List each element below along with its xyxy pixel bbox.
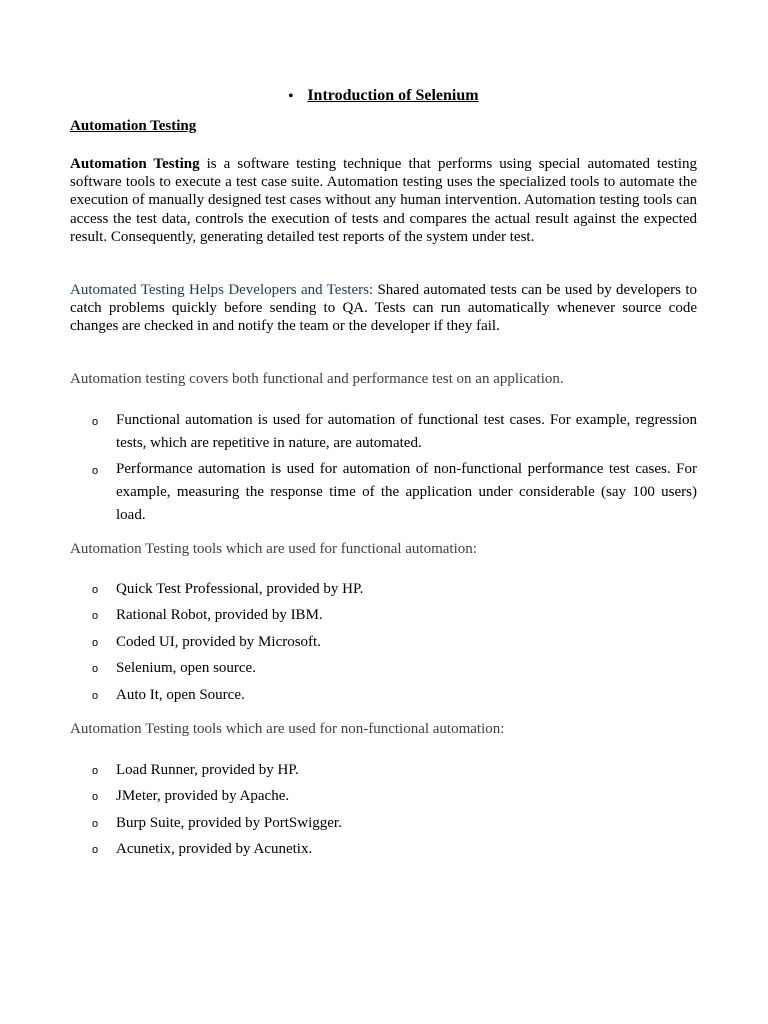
circle-bullet-icon: o bbox=[92, 636, 99, 649]
list-item: o Functional automation is used for automation of functional test cases. For example, regression tests, which are repetitive in nature, are automated. bbox=[92, 412, 697, 451]
functional-tools-heading: Automation Testing tools which are used for functional automation: bbox=[70, 541, 477, 557]
list-item: o Acunetix, provided by Acunetix. bbox=[92, 841, 313, 858]
nonfunctional-tools-list bbox=[92, 761, 697, 867]
helps-text: Shared automated tests can be used by developers to catch problems quickly before sending to QA. Tests can run automatically whenever source code changes are checked in and notify the team or the developer if they fail. bbox=[70, 282, 697, 335]
functional-tools-list bbox=[92, 580, 697, 712]
title-text: Introduction of Selenium bbox=[307, 87, 479, 104]
circle-bullet-icon: o bbox=[92, 610, 99, 623]
list-item: o Quick Test Professional, provided by HP. bbox=[92, 581, 364, 597]
intro-bold-lead: Automation Testing bbox=[70, 156, 200, 172]
bullet-icon: • bbox=[288, 89, 294, 104]
nonfunctional-tools-heading: Automation Testing tools which are used for non-functional automation: bbox=[70, 721, 505, 737]
circle-bullet-icon: o bbox=[92, 689, 99, 702]
list-item: o Coded UI, provided by Microsoft. bbox=[92, 633, 321, 650]
intro-paragraph bbox=[70, 155, 697, 246]
list-item: o Auto It, open Source. bbox=[92, 686, 245, 703]
circle-bullet-icon: o bbox=[92, 844, 99, 857]
circle-bullet-icon: o bbox=[92, 765, 99, 777]
list-item: o Burp Suite, provided by PortSwigger. bbox=[92, 814, 342, 831]
list-item: o JMeter, provided by Apache. bbox=[92, 788, 290, 805]
covers-text: Automation testing covers both functional and performance test on an application. bbox=[70, 371, 564, 387]
list-item: o Selenium, open source. bbox=[92, 660, 256, 677]
section-heading: Automation Testing bbox=[70, 118, 197, 134]
intro-text: is a software testing technique that performs using special automated testing software tools to execute a test case suite. Automation testing uses the specialized tools to automate the execution of manually designed test cases without any human intervention. Automation testing tools can access the test data, controls the execution of tests and compares the actual result against the expected result. Consequently, generating detailed test reports of the system under test. bbox=[70, 156, 697, 245]
circle-bullet-icon: o bbox=[92, 584, 99, 596]
circle-bullet-icon: o bbox=[92, 465, 99, 477]
circle-bullet-icon: o bbox=[92, 817, 99, 830]
test-types-list bbox=[92, 409, 697, 530]
circle-bullet-icon: o bbox=[92, 791, 99, 804]
list-item: o Performance automation is used for automation of non-functional performance test cases. For example, measuring the response time of the application under considerable (say 100 users) load. bbox=[92, 461, 697, 523]
page-title bbox=[70, 87, 697, 105]
helps-paragraph bbox=[70, 281, 697, 336]
circle-bullet-icon: o bbox=[92, 416, 99, 428]
list-item: o Load Runner, provided by HP. bbox=[92, 762, 299, 778]
circle-bullet-icon: o bbox=[92, 663, 99, 676]
helps-lead: Automated Testing Helps Developers and Testers: bbox=[70, 282, 374, 298]
list-item: o Rational Robot, provided by IBM. bbox=[92, 607, 323, 624]
